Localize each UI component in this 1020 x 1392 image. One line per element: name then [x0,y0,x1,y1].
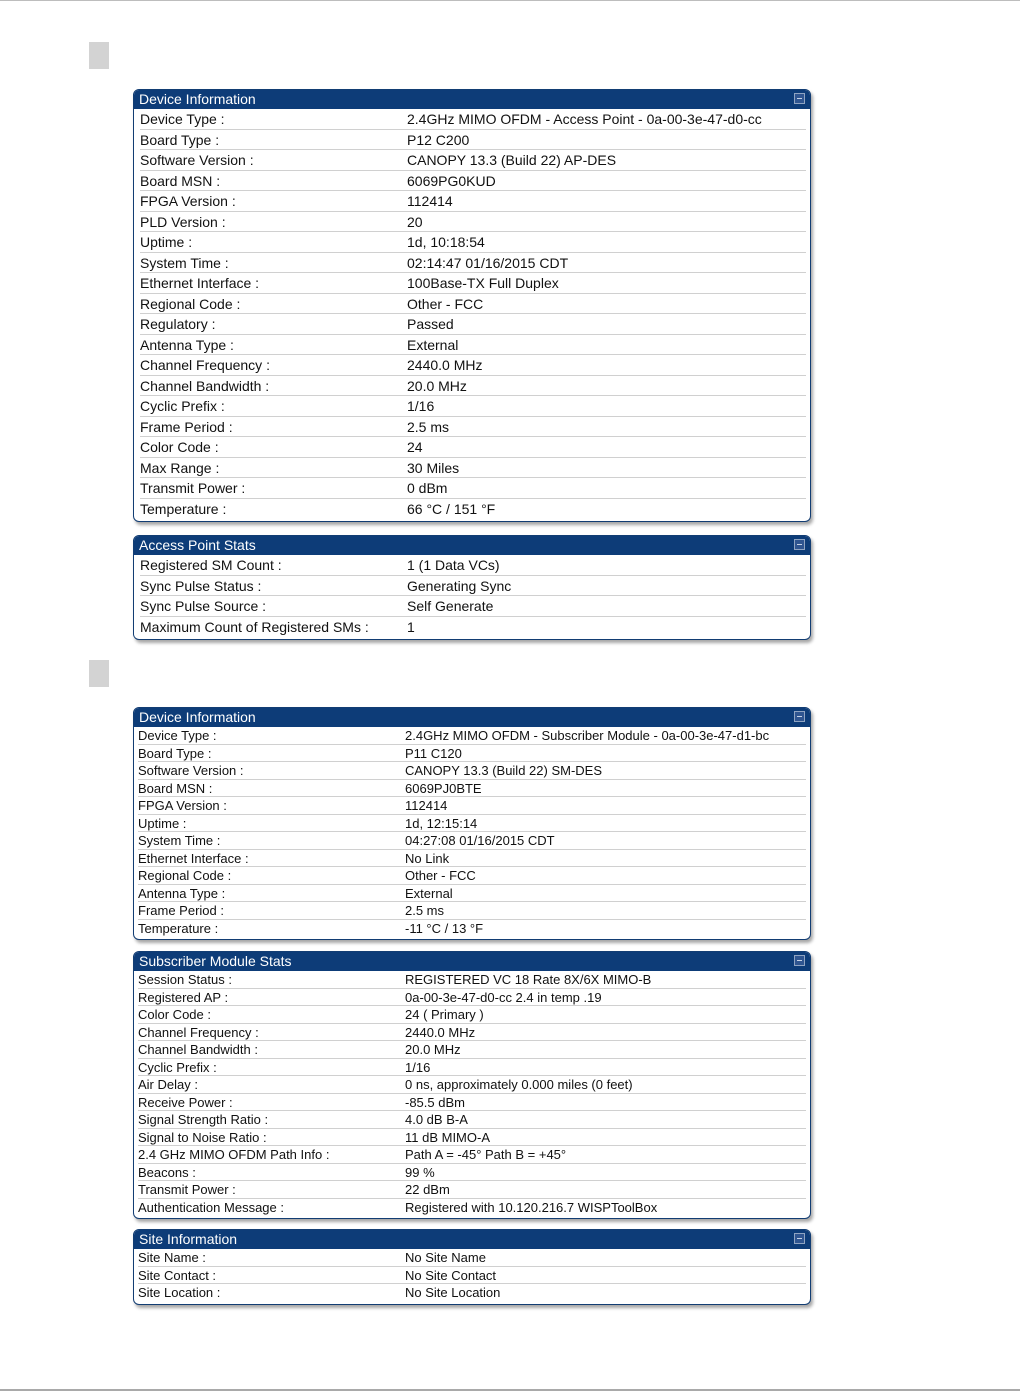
table-row [138,832,806,850]
collapse-icon[interactable] [794,1233,805,1244]
table-row [138,971,806,989]
figure-marker [89,42,109,69]
row-label: Beacons : [138,1164,196,1180]
row-value: Self Generate [407,598,494,614]
row-label: Max Range : [140,459,220,476]
table-row [140,596,806,617]
table-row [140,335,806,356]
table-row [140,437,806,458]
table-row [140,458,806,479]
table-row [138,1249,806,1267]
row-label: Air Delay : [138,1077,198,1092]
table-row [140,555,806,576]
row-label: Board MSN : [138,780,213,796]
row-value: 0 ns, approximately 0.000 miles (0 feet) [405,1077,633,1092]
row-value: 24 [407,439,423,455]
row-label: Maximum Count of Registered SMs : [140,618,369,635]
row-label: Ethernet Interface : [140,275,260,291]
row-label: 2.4 GHz MIMO OFDM Path Info : [138,1147,330,1162]
table-rows [134,109,810,521]
table-row [140,576,806,597]
table-row [138,1129,806,1147]
table-row [140,191,806,212]
table-row [140,253,806,274]
table-row [138,1111,806,1129]
row-label: Uptime : [138,815,187,831]
table-row [138,920,806,938]
table-row [138,1181,806,1199]
row-value: 04:27:08 01/16/2015 CDT [405,833,555,848]
row-value: External [405,885,453,901]
table-row [140,232,806,253]
row-value: 112414 [405,798,448,813]
table-row [138,1199,806,1217]
collapse-icon[interactable] [794,93,805,104]
row-label: Regional Code : [140,295,241,312]
row-value: No Link [405,850,450,866]
row-value: REGISTERED VC 18 Rate 8X/6X MIMO-B [405,972,652,987]
row-value: 0a-00-3e-47-d0-cc 2.4 in temp .19 [405,989,602,1005]
row-label: Board MSN : [140,172,221,189]
row-label: Temperature : [138,920,219,936]
row-label: Color Code : [138,1007,211,1022]
table-row [140,150,806,171]
row-label: Regulatory : [140,316,216,332]
row-label: Authentication Message : [138,1199,284,1215]
row-label: Device Type : [140,111,225,127]
row-label: System Time : [138,833,221,848]
row-value: 02:14:47 01/16/2015 CDT [407,254,569,271]
row-label: Session Status : [138,972,232,987]
table-rows [134,971,810,1218]
panel-title: Device Information [139,91,256,107]
page-bottom-rule [0,1389,1020,1391]
table-row [138,1041,806,1059]
row-label: Signal to Noise Ratio : [138,1129,267,1145]
collapse-icon[interactable] [794,711,805,722]
row-label: Channel Frequency : [138,1024,259,1040]
table-row [140,617,806,638]
row-value: P12 C200 [407,131,470,148]
row-label: Registered SM Count : [140,557,282,573]
table-row [138,885,806,903]
table-row [138,1284,806,1302]
table-row [138,989,806,1007]
row-value: No Site Location [405,1285,501,1300]
table-row [138,1024,806,1042]
subscriber-module-stats-panel [133,951,811,1219]
row-label: Device Type : [138,728,217,743]
row-label: Temperature : [140,500,227,517]
row-value: 99 % [405,1164,435,1180]
table-row [140,273,806,294]
table-row [140,109,806,130]
table-row [138,850,806,868]
row-value: Path A = -45° Path B = +45° [405,1147,567,1162]
table-row [138,1267,806,1285]
row-value: Generating Sync [407,577,512,594]
collapse-icon[interactable] [794,539,805,550]
row-value: 22 dBm [405,1182,450,1197]
row-value: 100Base-TX Full Duplex [407,275,559,291]
row-label: Receive Power : [138,1094,233,1110]
row-label: Frame Period : [140,418,233,435]
row-label: FPGA Version : [138,798,227,813]
row-value: -11 °C / 13 °F [405,920,484,936]
table-row [140,478,806,499]
table-row [140,396,806,417]
ap-device-information-panel [133,89,811,522]
row-value: External [407,336,459,353]
row-value: 20.0 MHz [405,1042,461,1057]
table-row [140,376,806,397]
row-value: 2.4GHz MIMO OFDM - Subscriber Module - 0a-00-3e-47-d1-bc [405,728,770,743]
table-row [138,727,806,745]
panel-header [134,708,810,727]
row-label: Sync Pulse Source : [140,598,267,614]
row-value: 24 ( Primary ) [405,1007,484,1022]
panel-title: Access Point Stats [139,537,256,553]
table-row [138,1164,806,1182]
panel-header [134,536,810,555]
table-row [138,867,806,885]
row-label: Cyclic Prefix : [138,1059,217,1075]
row-label: Signal Strength Ratio : [138,1112,269,1127]
row-value: Other - FCC [407,295,484,312]
panel-title: Device Information [139,709,256,725]
row-value: Other - FCC [405,868,476,883]
row-value: 1/16 [407,398,435,414]
row-value: 6069PJ0BTE [405,780,482,796]
table-row [140,212,806,233]
table-row [138,762,806,780]
row-value: 2440.0 MHz [407,357,483,373]
row-value: 112414 [407,193,453,209]
panel-title: Site Information [139,1231,238,1247]
row-label: System Time : [140,254,229,271]
row-label: Frame Period : [138,903,224,918]
row-label: Software Version : [138,763,244,778]
row-value: 2440.0 MHz [405,1024,476,1040]
row-label: Board Type : [140,131,220,148]
collapse-icon[interactable] [794,955,805,966]
row-value: No Site Contact [405,1267,497,1283]
table-row [138,797,806,815]
row-label: Channel Bandwidth : [140,377,270,394]
sm-device-information-panel [133,707,811,940]
row-value: CANOPY 13.3 (Build 22) AP-DES [407,152,617,168]
row-label: Color Code : [140,439,219,455]
row-value: 6069PG0KUD [407,172,496,189]
row-value: 1d, 12:15:14 [405,815,478,831]
row-value: 2.5 ms [407,418,450,435]
row-value: P11 C120 [405,745,462,761]
row-value: CANOPY 13.3 (Build 22) SM-DES [405,763,602,778]
panel-header [134,1230,810,1249]
row-value: 2.4GHz MIMO OFDM - Access Point - 0a-00-3e-47-d0-cc [407,111,762,127]
row-label: Channel Bandwidth : [138,1042,258,1057]
row-label: Sync Pulse Status : [140,577,262,594]
panel-header [134,952,810,971]
row-value: 30 Miles [407,459,460,476]
panel-title: Subscriber Module Stats [139,953,292,969]
row-label: Registered AP : [138,989,229,1005]
row-value: 20.0 MHz [407,377,467,394]
row-value: 11 dB MIMO-A [405,1129,491,1145]
table-row [138,780,806,798]
row-label: Cyclic Prefix : [140,398,225,414]
table-row [140,417,806,438]
row-value: 4.0 dB B-A [405,1112,468,1127]
row-label: Transmit Power : [138,1182,236,1197]
row-value: 0 dBm [407,480,448,496]
table-row [138,745,806,763]
row-label: PLD Version : [140,213,226,230]
row-label: Site Location : [138,1285,221,1300]
table-row [140,171,806,192]
row-label: Site Contact : [138,1267,217,1283]
row-label: Transmit Power : [140,480,246,496]
row-label: Uptime : [140,234,193,250]
table-rows [134,1249,810,1304]
row-label: Board Type : [138,745,212,761]
row-value: 1 [407,618,415,635]
row-label: Software Version : [140,152,254,168]
table-row [138,1006,806,1024]
row-value: Registered with 10.120.216.7 WISPToolBox [405,1199,658,1215]
table-rows [134,727,810,939]
row-value: 20 [407,213,423,230]
table-row [140,355,806,376]
page-top-rule [0,0,1020,1]
figure-marker [89,660,109,687]
table-row [140,294,806,315]
row-value: 66 °C / 151 °F [407,500,496,517]
table-row [140,499,806,520]
row-value: -85.5 dBm [405,1094,465,1110]
row-label: Ethernet Interface : [138,850,249,866]
site-information-panel [133,1229,811,1305]
row-label: Antenna Type : [138,885,226,901]
row-label: Antenna Type : [140,336,234,353]
row-label: Regional Code : [138,868,232,883]
table-row [138,1146,806,1164]
row-value: 1/16 [405,1059,431,1075]
panel-header [134,90,810,109]
table-row [138,1076,806,1094]
row-value: No Site Name [405,1250,486,1265]
row-label: FPGA Version : [140,193,236,209]
row-label: Channel Frequency : [140,357,270,373]
table-row [140,130,806,151]
row-value: 1d, 10:18:54 [407,234,485,250]
row-value: 2.5 ms [405,903,445,918]
table-rows [134,555,810,639]
table-row [138,902,806,920]
row-label: Site Name : [138,1250,206,1265]
row-value: Passed [407,316,454,332]
row-value: 1 (1 Data VCs) [407,557,500,573]
table-row [138,1059,806,1077]
table-row [140,314,806,335]
table-row [138,1094,806,1112]
table-row [138,815,806,833]
access-point-stats-panel [133,535,811,640]
